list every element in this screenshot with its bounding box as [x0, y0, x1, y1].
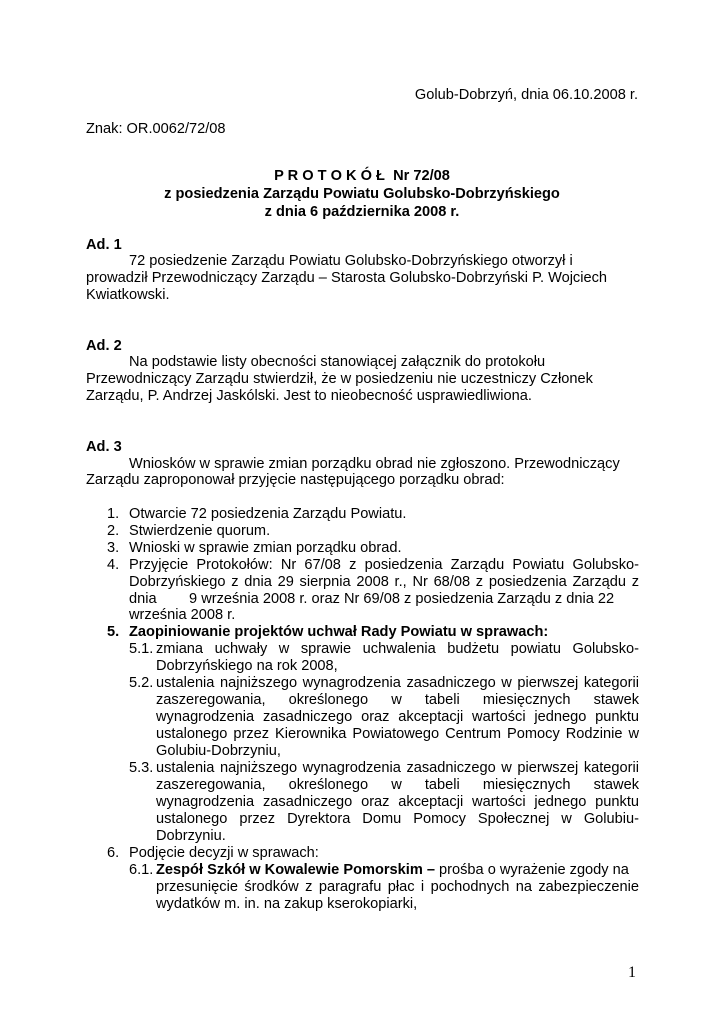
- agenda-sub-5-2-line: ustalenia najniższego wynagrodzenia zasadniczego w pierwszej kategorii: [156, 675, 639, 691]
- agenda-sub-5-2-line: wynagrodzenia zasadniczego oraz akceptacji wartości jednego punktu: [156, 709, 639, 725]
- ad3-line: Wniosków w sprawie zmian porządku obrad nie zgłoszono. Przewodniczący: [129, 456, 620, 472]
- agenda-item-2: Stwierdzenie quorum.: [129, 523, 271, 539]
- ad2-line: Przewodniczący Zarządu stwierdził, że w posiedzeniu nie uczestniczy Członek: [86, 371, 593, 387]
- page-number: 1: [628, 964, 636, 981]
- agenda-number: 2.: [107, 523, 120, 539]
- agenda-number: 1.: [107, 506, 120, 522]
- agenda-sub-5-3-line: ustalenia najniższego wynagrodzenia zasadniczego w pierwszej kategorii: [156, 760, 639, 776]
- document-sign: Znak: OR.0062/72/08: [86, 121, 226, 137]
- agenda-sub-5-3-line: ustalonego przez Dyrektora Domu Pomocy Społecznej w Golubiu-: [156, 811, 639, 827]
- agenda-sub-5-3-line: wynagrodzenia zasadniczego oraz akceptacji wartości jednego punktu: [156, 794, 639, 810]
- agenda-item-5: Zaopiniowanie projektów uchwał Rady Powiatu w sprawach:: [129, 624, 549, 640]
- agenda-item-4-line: dnia 9 września 2008 r. oraz Nr 69/08 z posiedzenia Zarządu z dnia 22: [129, 591, 615, 607]
- place-date: Golub-Dobrzyń, dnia 06.10.2008 r.: [414, 87, 638, 103]
- ad2-line: Zarządu, P. Andrzej Jaskólski. Jest to nieobecność usprawiedliwiona.: [86, 388, 532, 404]
- agenda-subnumber: 5.1.: [129, 641, 154, 657]
- agenda-subnumber: 5.3.: [129, 760, 154, 776]
- title-line-1: P R O T O K Ó Ł Nr 72/08: [274, 168, 450, 184]
- ad1-line: Kwiatkowski.: [86, 287, 170, 303]
- agenda-sub-5-2-line: zaszeregowania, określonego w tabeli miesięcznych stawek: [156, 692, 639, 708]
- agenda-number: 3.: [107, 540, 120, 556]
- title-line-3: z dnia 6 października 2008 r.: [264, 204, 460, 220]
- institution-name: Zespół Szkół w Kowalewie Pomorskim –: [156, 862, 435, 878]
- agenda-sub-5-1-line: zmiana uchwały w sprawie uchwalenia budżetu powiatu Golubsko-: [156, 641, 639, 657]
- agenda-number: 4.: [107, 557, 120, 573]
- agenda-sub-6-1-line: przesunięcie środków z paragrafu płac i pochodnych na zabezpieczenie: [156, 879, 639, 895]
- title-line-2: z posiedzenia Zarządu Powiatu Golubsko-Dobrzyńskiego: [164, 186, 560, 202]
- agenda-subnumber: 6.1.: [129, 862, 154, 878]
- agenda-sub-5-3-line: zaszeregowania, określonego w tabeli miesięcznych stawek: [156, 777, 639, 793]
- agenda-item-3: Wnioski w sprawie zmian porządku obrad.: [129, 540, 402, 556]
- agenda-number: 5.: [107, 624, 120, 640]
- agenda-item-4-line: Dobrzyńskiego z dnia 29 sierpnia 2008 r., Nr 68/08 z posiedzenia Zarządu z: [129, 574, 639, 590]
- agenda-sub-5-3-line: Dobrzyniu.: [156, 828, 226, 844]
- ad3-heading: Ad. 3: [86, 439, 122, 455]
- ad1-line: prowadził Przewodniczący Zarządu – Starosta Golubsko-Dobrzyński P. Wojciech: [86, 270, 608, 286]
- agenda-sub-6-1-line: wydatków m. in. na zakup kserokopiarki,: [156, 896, 418, 912]
- agenda-number: 6.: [107, 845, 120, 861]
- agenda-sub-5-2-line: Golubiu-Dobrzyniu,: [156, 743, 281, 759]
- request-text: prośba o wyrażenie zgody na: [434, 862, 629, 878]
- ad1-heading: Ad. 1: [86, 237, 122, 253]
- ad2-line: Na podstawie listy obecności stanowiącej załącznik do protokołu: [129, 354, 546, 370]
- agenda-item-6: Podjęcie decyzji w sprawach:: [129, 845, 319, 861]
- agenda-sub-5-2-line: ustalonego przez Kierownika Powiatowego Centrum Pomocy Rodzinie w: [156, 726, 639, 742]
- agenda-item-4-line: września 2008 r.: [129, 607, 236, 623]
- agenda-item-4-line: Przyjęcie Protokołów: Nr 67/08 z posiedzenia Zarządu Powiatu Golubsko-: [129, 557, 639, 573]
- agenda-item-1: Otwarcie 72 posiedzenia Zarządu Powiatu.: [129, 506, 407, 522]
- ad3-line: Zarządu zaproponował przyjęcie następującego porządku obrad:: [86, 472, 505, 488]
- ad1-line: 72 posiedzenie Zarządu Powiatu Golubsko-Dobrzyńskiego otworzył i: [129, 253, 573, 269]
- ad2-heading: Ad. 2: [86, 338, 122, 354]
- agenda-subnumber: 5.2.: [129, 675, 154, 691]
- agenda-sub-5-1-line: Dobrzyńskiego na rok 2008,: [156, 658, 338, 674]
- agenda-sub-6-1-line: [156, 862, 639, 879]
